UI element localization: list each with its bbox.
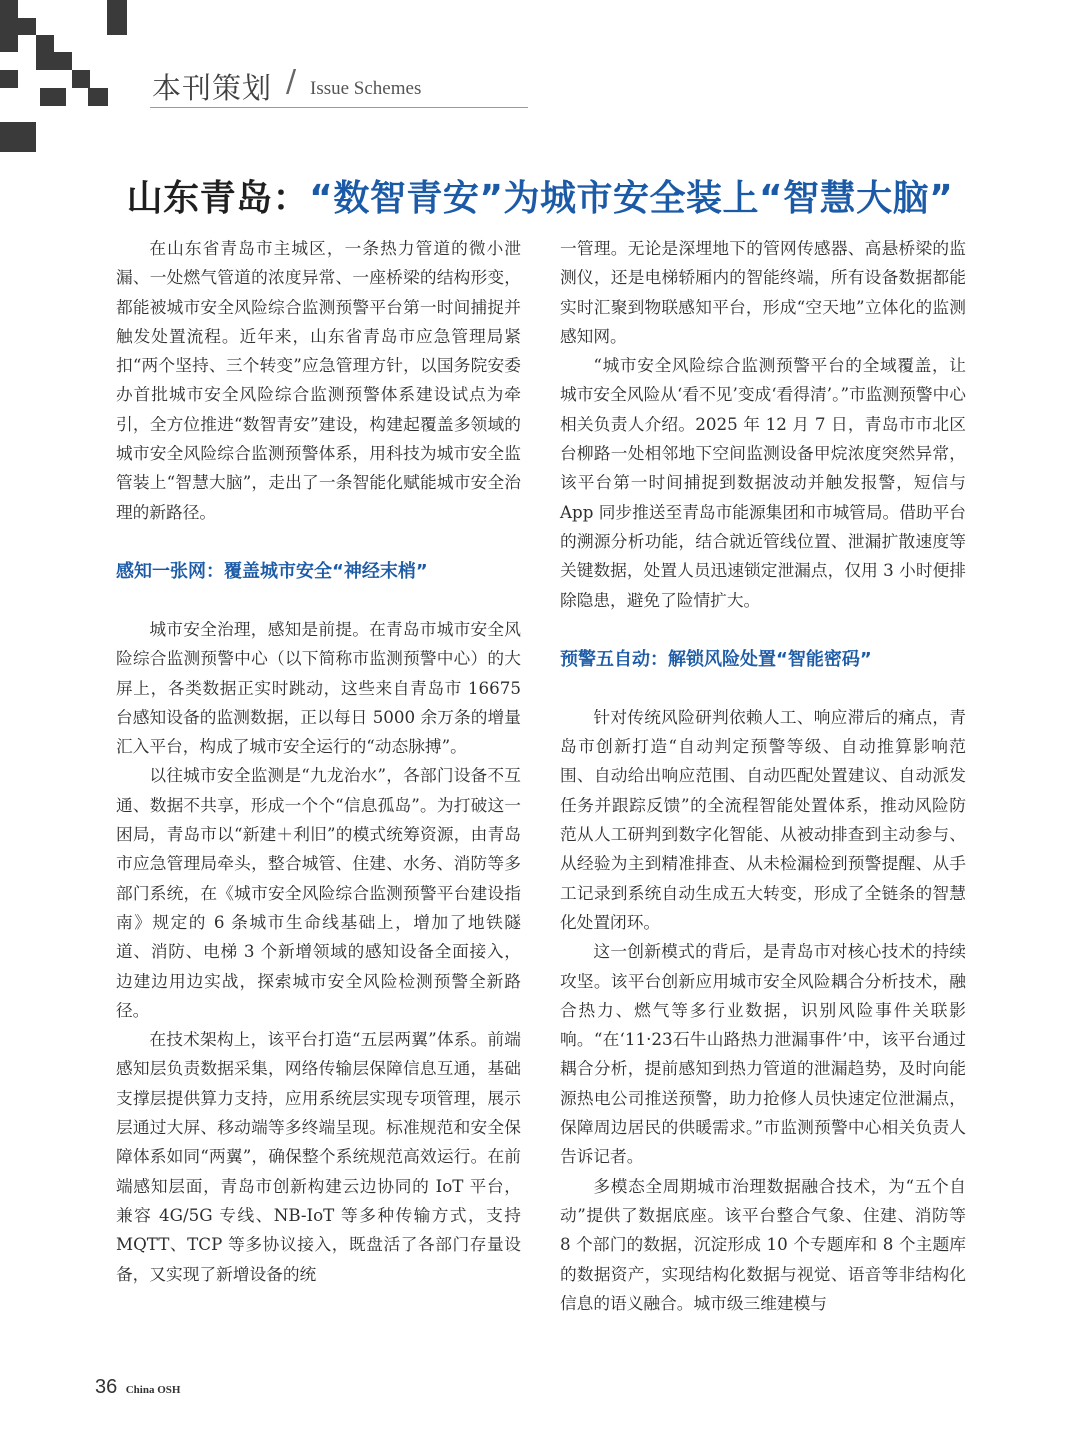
body-paragraph: 以往城市安全监测是“九龙治水”，各部门设备不互通、数据不共享，形成一个个“信息孤岛”。为打破这一困局，青岛市以“新建＋利旧”的模式统筹资源，由青岛市应急管理局牵头，整合城管、住建、水务、消防等多部门系统，在《城市安全风险综合监测预警平台建设指南》规定的 6 条城市生命线基础上，增加了地铁隧道、消防、电梯 3 个新增领域的感知设备全面接入，边建边用边实战，探索城市安全风险检测预警全新路径。 (116, 765, 521, 1020)
subheading-five-automations: 预警五自动：解锁风险处置“智能密码” (560, 648, 872, 670)
continued-paragraph: 一管理。无论是深埋地下的管网传感器、高悬桥梁的监测仪，还是电梯轿厢内的智能终端，所有设备数据都能实时汇聚到物联感知平台，形成“空天地”立体化的监测感知网。 (560, 238, 966, 346)
section-title-zh: 本刊策划 (152, 71, 273, 105)
body-paragraph: 在技术架构上，该平台打造“五层两翼”体系。前端感知层负责数据采集，网络传输层保障信息互通，基础支撑层提供算力支持，应用系统层实现专项管理，展示层通过大屏、移动端等多终端呈现。标准规范和安全保障体系如同“两翼”，确保整个系统规范高效运行。在前端感知层面，青岛市创新构建云边协同的 IoT 平台，兼容 4G/5G 专线、NB-IoT 等多种传输方式，支持 MQTT、TCP 等多协议接入，既盘活了各部门存量设备，又实现了新增设备的统 (116, 1029, 521, 1284)
body-paragraph: 这一创新模式的背后，是青岛市对核心技术的持续攻坚。该平台创新应用城市安全风险耦合分析技术，融合热力、燃气等多行业数据，识别风险事件关联影响。“在‘11·23石牛山路热力泄漏事件’中，该平台通过耦合分析，提前感知到热力管道的泄漏趋势，及时向能源热电公司推送预警，助力抢修人员快速定位泄漏点，保障周边居民的供暖需求。”市监测预警中心相关负责人告诉记者。 (560, 941, 966, 1167)
corner-decoration-block (0, 70, 18, 88)
section-divider-slash: / (286, 64, 297, 99)
corner-decoration-block (18, 18, 36, 35)
magazine-name: China OSH (125, 1384, 181, 1396)
section-title-en: Issue Schemes (310, 78, 422, 99)
corner-decoration-block (107, 0, 127, 35)
page-footer (95, 1376, 180, 1399)
corner-decoration-block (40, 88, 66, 106)
article-headline (0, 170, 1080, 221)
page-number: 36 (95, 1376, 118, 1398)
corner-decoration-block (0, 122, 36, 152)
left-column (116, 234, 521, 1289)
body-paragraph: 城市安全治理，感知是前提。在青岛市城市安全风险综合监测预警中心（以下简称市监测预警中心）的大屏上，各类数据正实时跳动，这些来自青岛市 16675 台感知设备的监测数据，正以每日 5000 余万条的增量汇入平台，构成了城市安全运行的“动态脉搏”。 (116, 618, 521, 757)
corner-decoration-block (0, 0, 18, 52)
body-paragraph: “城市安全风险综合监测预警平台的全域覆盖，让城市安全风险从‘看不见’变成‘看得清’。”市监测预警中心相关负责人介绍。2025 年 12 月 7 日，青岛市市北区台柳路一处相邻地下空间监测设备甲烷浓度突然异常，该平台第一时间捕捉到数据波动并触发报警，短信与 App 同步推送至青岛市能源集团和市城管局。借助平台的溯源分析功能，结合就近管线位置、泄漏扩散速度等关键数据，处置人员迅速锁定泄漏点，仅用 3 小时便排除隐患，避免了险情扩大。 (560, 355, 966, 610)
headline-main: “数智青安”为城市安全装上“智慧大脑” (309, 178, 954, 219)
section-header (150, 66, 528, 108)
right-column (560, 234, 966, 1318)
corner-decoration-block (88, 88, 108, 106)
corner-decoration-block (36, 35, 54, 70)
intro-paragraph: 在山东省青岛市主城区，一条热力管道的微小泄漏、一处燃气管道的浓度异常、一座桥梁的结构形变，都能被城市安全风险综合监测预警平台第一时间捕捉并触发处置流程。近年来，山东省青岛市应急管理局紧扣“两个坚持、三个转变”应急管理方针，以国务院安委办首批城市安全风险综合监测预警体系建设试点为牵引，全方位推进“数智青安”建设，构建起覆盖多领域的城市安全风险综合监测预警体系，用科技为城市安全监管装上“智慧大脑”，走出了一条智能化赋能城市安全治理的新路径。 (116, 238, 521, 522)
headline-location: 山东青岛： (126, 178, 310, 219)
body-paragraph: 多模态全周期城市治理数据融合技术，为“五个自动”提供了数据底座。该平台整合气象、住建、消防等 8 个部门的数据，沉淀形成 10 个专题库和 8 个主题库的数据资产，实现结构化数据与视觉、语音等非结构化信息的语义融合。城市级三维建模与 (560, 1175, 966, 1313)
subheading-perception-network: 感知一张网：覆盖城市安全“神经末梢” (116, 560, 428, 582)
corner-decoration-block (54, 52, 72, 70)
body-paragraph: 针对传统风险研判依赖人工、响应滞后的痛点，青岛市创新打造“自动判定预警等级、自动推算影响范围、自动给出响应范围、自动匹配处置建议、自动派发任务并跟踪反馈”的全流程智能处置体系，推动风险防范从人工研判到数字化智能、从被动排查到主动参与、从经验为主到精准排查、从未检漏检到预警提醒、从手工记录到系统自动生成五大转变，形成了全链条的智慧化处置闭环。 (560, 706, 966, 932)
corner-decoration-block (72, 70, 90, 88)
